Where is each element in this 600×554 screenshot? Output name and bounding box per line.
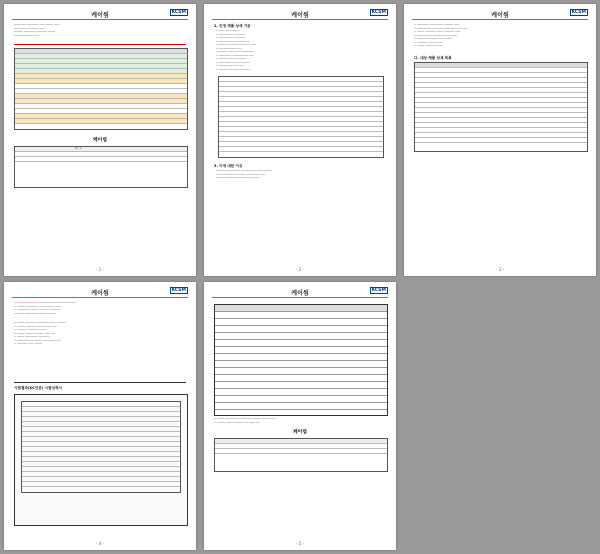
note-table: 비 고 xyxy=(14,146,188,188)
test-text: ─ ────── ───── ───── ─────── ──── ─── ─ ───── ────── ─── ──── ─ ─── ─ ─────── ──── ────── ─── ── ─ ──── ─────── ──── ───── xyxy=(14,301,76,316)
divider xyxy=(14,382,186,383)
page-title: 케이씸 xyxy=(491,12,509,19)
divider xyxy=(212,19,388,20)
subsection-heading: 3. 이에 대한 이유 xyxy=(214,164,243,168)
page-title: 케이씸 xyxy=(291,290,309,297)
highlight-line xyxy=(14,44,186,45)
divider xyxy=(212,297,388,298)
evaluation-grid xyxy=(214,304,388,416)
section-heading: 2. 인정 제품 상세 기준 xyxy=(214,24,251,28)
kcsm-logo: KCSM xyxy=(571,10,586,15)
criteria-list: ─ ─── ── ─ ──── ─ ───────── ───── ─ ──────── ────── ─ ──────── ─────── ─ ─ ──── ────── ────── ─── ─ ────────── ── ─ ───── ────── ─────── ─ ─────── ───────── ── ─ ───── ──── ───── ─ ─────── ───── ──── ─ ──────── ─── ── ─ ───── ───── ────── xyxy=(216,29,256,72)
page-title: 케이씸 xyxy=(91,12,109,19)
product-table xyxy=(14,48,188,130)
page-number: - 4 - xyxy=(96,541,104,546)
document-page-2 xyxy=(204,4,396,276)
document-page-4 xyxy=(4,282,196,550)
kcsm-logo: KCSM xyxy=(371,10,386,15)
divider xyxy=(12,297,188,298)
meta-block: ─────── ────── ─── ──── ─── ─────── ────── ─── ───── ────── ────── ──── ──── ────── ─── xyxy=(14,23,60,38)
kcsm-logo: KCSM xyxy=(171,288,186,293)
list-heading: 다. 대상 제품 상세 목록 xyxy=(414,56,452,60)
certificate-table xyxy=(21,401,181,493)
page-title: 케이씸 xyxy=(91,290,109,297)
stamp-caption: 케이씸 xyxy=(93,138,107,143)
document-page-5 xyxy=(204,282,396,550)
kcsm-logo: KCSM xyxy=(371,288,386,293)
page-number: - 3 - xyxy=(496,267,504,272)
page-number: - 1 - xyxy=(96,267,104,272)
page-title: 케이씸 xyxy=(291,12,309,19)
certificate-heading: 시험결과(KC인증) 시험성적서 xyxy=(14,386,62,390)
evaluation-note: ─ ──── ──────── ─────── ──── ─── ──── ─ ───── ──── ───── ── ─── ── xyxy=(214,417,276,425)
document-page-3 xyxy=(404,4,596,276)
page-number: - 2 - xyxy=(296,267,304,272)
spec-table xyxy=(218,76,384,158)
note-table xyxy=(214,438,388,472)
document-page-1 xyxy=(4,4,196,276)
intro-text: ─ ─────── ─────── ───── ─── ─ ──────── ───── ──── ─────── ── ─ ──── ────── ──── ───── ─── ─ ───── ─── ──────── ───── ─ ─────── ──── ─── ──── ─ ────── ───── ── ─ ──── ────── ─── xyxy=(414,23,468,48)
divider xyxy=(412,19,588,20)
page-number: - 5 - xyxy=(296,541,304,546)
stamp-caption: 케이씸 xyxy=(293,430,307,435)
product-list-table xyxy=(414,62,588,152)
divider xyxy=(12,19,188,20)
reason-text: ───── ──────── ─────── ──── ───── ──── ─────── ──── ─────── ─── ───── ────── ──── ──── ─── xyxy=(216,169,273,180)
certificate-image xyxy=(14,394,188,526)
test-detail-text: ─ ──── ────── ─────── ─── ───── ─ ───── ──── ───── ──── ── ─ ────── ────── ─── ─ ──── ───── ───── ─── ── ─ ──── ─────── ────── ─ ─────── ── ──── ─────── ── ─ ────── ─── ──── xyxy=(14,321,66,346)
kcsm-logo: KCSM xyxy=(171,10,186,15)
